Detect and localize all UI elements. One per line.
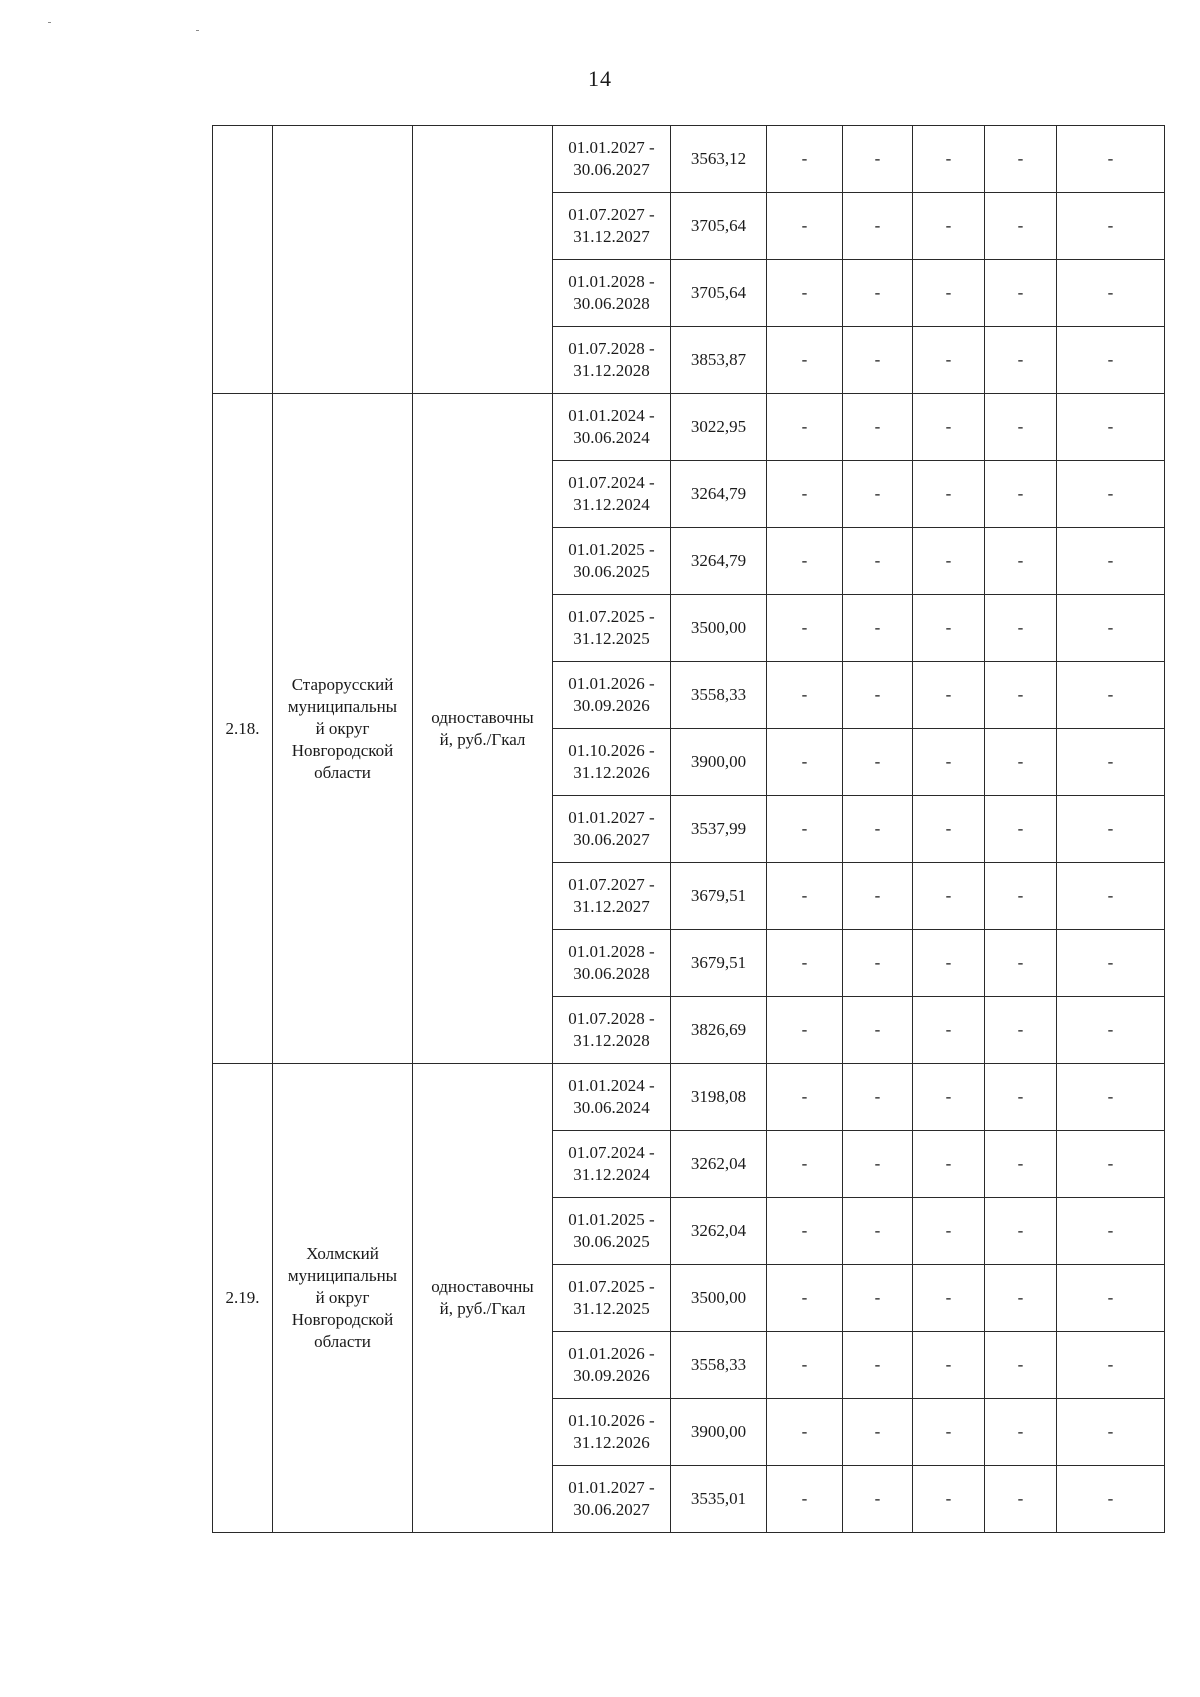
empty-value-cell: - (1057, 1131, 1165, 1198)
tariff-value-cell: 3558,33 (671, 1332, 767, 1399)
empty-value-cell: - (843, 126, 913, 193)
period-cell: 01.10.2026 - 31.12.2026 (553, 729, 671, 796)
period-cell: 01.07.2024 - 31.12.2024 (553, 461, 671, 528)
number-cell (213, 126, 273, 394)
empty-value-cell: - (1057, 796, 1165, 863)
municipality-name-cell: Холмский муниципальны й округ Новгородской области (273, 1064, 413, 1533)
period-cell: 01.01.2026 - 30.09.2026 (553, 1332, 671, 1399)
empty-value-cell: - (985, 1265, 1057, 1332)
scan-speck (196, 30, 199, 31)
empty-value-cell: - (985, 863, 1057, 930)
empty-value-cell: - (985, 327, 1057, 394)
period-cell: 01.01.2027 - 30.06.2027 (553, 1466, 671, 1533)
tariff-value-cell: 3535,01 (671, 1466, 767, 1533)
empty-value-cell: - (1057, 1399, 1165, 1466)
empty-value-cell: - (843, 1466, 913, 1533)
period-cell: 01.07.2028 - 31.12.2028 (553, 997, 671, 1064)
page-number: 14 (588, 66, 612, 91)
empty-value-cell: - (913, 863, 985, 930)
empty-value-cell: - (767, 997, 843, 1064)
empty-value-cell: - (767, 796, 843, 863)
empty-value-cell: - (913, 729, 985, 796)
empty-value-cell: - (767, 528, 843, 595)
tariff-value-cell: 3563,12 (671, 126, 767, 193)
tariff-value-cell: 3262,04 (671, 1198, 767, 1265)
empty-value-cell: - (913, 1399, 985, 1466)
empty-value-cell: - (843, 930, 913, 997)
empty-value-cell: - (843, 1064, 913, 1131)
empty-value-cell: - (913, 1265, 985, 1332)
empty-value-cell: - (985, 662, 1057, 729)
empty-value-cell: - (913, 126, 985, 193)
period-cell: 01.01.2025 - 30.06.2025 (553, 528, 671, 595)
empty-value-cell: - (767, 461, 843, 528)
empty-value-cell: - (985, 796, 1057, 863)
period-cell: 01.07.2027 - 31.12.2027 (553, 863, 671, 930)
empty-value-cell: - (1057, 394, 1165, 461)
empty-value-cell: - (913, 997, 985, 1064)
scan-speck (48, 22, 51, 23)
tariff-value-cell: 3679,51 (671, 930, 767, 997)
empty-value-cell: - (843, 595, 913, 662)
empty-value-cell: - (1057, 1332, 1165, 1399)
empty-value-cell: - (913, 528, 985, 595)
empty-value-cell: - (985, 1131, 1057, 1198)
tariff-type-cell (413, 126, 553, 394)
empty-value-cell: - (767, 1265, 843, 1332)
period-cell: 01.01.2028 - 30.06.2028 (553, 260, 671, 327)
municipality-name-cell: Старорусский муниципальны й округ Новгородской области (273, 394, 413, 1064)
tariff-value-cell: 3853,87 (671, 327, 767, 394)
empty-value-cell: - (843, 327, 913, 394)
empty-value-cell: - (843, 461, 913, 528)
empty-value-cell: - (1057, 461, 1165, 528)
empty-value-cell: - (843, 863, 913, 930)
empty-value-cell: - (767, 394, 843, 461)
period-cell: 01.01.2027 - 30.06.2027 (553, 126, 671, 193)
period-cell: 01.07.2027 - 31.12.2027 (553, 193, 671, 260)
empty-value-cell: - (843, 260, 913, 327)
tariff-table (212, 125, 1165, 1533)
empty-value-cell: - (913, 1131, 985, 1198)
name-cell (273, 126, 413, 394)
tariff-value-cell: 3264,79 (671, 528, 767, 595)
empty-value-cell: - (913, 1332, 985, 1399)
empty-value-cell: - (1057, 126, 1165, 193)
empty-value-cell: - (1057, 528, 1165, 595)
empty-value-cell: - (843, 1399, 913, 1466)
tariff-value-cell: 3537,99 (671, 796, 767, 863)
empty-value-cell: - (843, 193, 913, 260)
empty-value-cell: - (913, 260, 985, 327)
period-cell: 01.07.2028 - 31.12.2028 (553, 327, 671, 394)
empty-value-cell: - (985, 997, 1057, 1064)
empty-value-cell: - (1057, 729, 1165, 796)
tariff-value-cell: 3262,04 (671, 1131, 767, 1198)
tariff-value-cell: 3198,08 (671, 1064, 767, 1131)
empty-value-cell: - (1057, 193, 1165, 260)
empty-value-cell: - (1057, 1198, 1165, 1265)
row-number-cell: 2.19. (213, 1064, 273, 1533)
empty-value-cell: - (913, 461, 985, 528)
empty-value-cell: - (767, 260, 843, 327)
empty-value-cell: - (1057, 327, 1165, 394)
empty-value-cell: - (985, 260, 1057, 327)
empty-value-cell: - (985, 729, 1057, 796)
tariff-value-cell: 3705,64 (671, 193, 767, 260)
empty-value-cell: - (985, 193, 1057, 260)
tariff-value-cell: 3679,51 (671, 863, 767, 930)
empty-value-cell: - (913, 1466, 985, 1533)
empty-value-cell: - (985, 930, 1057, 997)
period-cell: 01.01.2025 - 30.06.2025 (553, 1198, 671, 1265)
period-cell: 01.07.2024 - 31.12.2024 (553, 1131, 671, 1198)
empty-value-cell: - (767, 1399, 843, 1466)
empty-value-cell: - (1057, 1064, 1165, 1131)
table-row (213, 394, 1165, 461)
tariff-value-cell: 3500,00 (671, 595, 767, 662)
tariff-value-cell: 3500,00 (671, 1265, 767, 1332)
empty-value-cell: - (913, 394, 985, 461)
empty-value-cell: - (843, 1198, 913, 1265)
empty-value-cell: - (767, 863, 843, 930)
empty-value-cell: - (767, 729, 843, 796)
tariff-value-cell: 3705,64 (671, 260, 767, 327)
empty-value-cell: - (1057, 997, 1165, 1064)
period-cell: 01.01.2028 - 30.06.2028 (553, 930, 671, 997)
tariff-type-cell: одноставочны й, руб./Гкал (413, 394, 553, 1064)
empty-value-cell: - (767, 1466, 843, 1533)
empty-value-cell: - (767, 1131, 843, 1198)
empty-value-cell: - (985, 126, 1057, 193)
empty-value-cell: - (1057, 662, 1165, 729)
period-cell: 01.10.2026 - 31.12.2026 (553, 1399, 671, 1466)
empty-value-cell: - (985, 1064, 1057, 1131)
empty-value-cell: - (843, 1131, 913, 1198)
period-cell: 01.01.2026 - 30.09.2026 (553, 662, 671, 729)
period-cell: 01.01.2024 - 30.06.2024 (553, 1064, 671, 1131)
empty-value-cell: - (767, 126, 843, 193)
tariff-value-cell: 3900,00 (671, 1399, 767, 1466)
empty-value-cell: - (843, 1265, 913, 1332)
empty-value-cell: - (767, 1198, 843, 1265)
empty-value-cell: - (843, 729, 913, 796)
empty-value-cell: - (985, 394, 1057, 461)
tariff-value-cell: 3264,79 (671, 461, 767, 528)
empty-value-cell: - (985, 1399, 1057, 1466)
empty-value-cell: - (1057, 863, 1165, 930)
empty-value-cell: - (1057, 260, 1165, 327)
empty-value-cell: - (985, 1466, 1057, 1533)
tariff-value-cell: 3022,95 (671, 394, 767, 461)
empty-value-cell: - (985, 1332, 1057, 1399)
empty-value-cell: - (767, 1332, 843, 1399)
empty-value-cell: - (913, 930, 985, 997)
empty-value-cell: - (1057, 1466, 1165, 1533)
period-cell: 01.07.2025 - 31.12.2025 (553, 595, 671, 662)
tariff-value-cell: 3900,00 (671, 729, 767, 796)
empty-value-cell: - (767, 930, 843, 997)
tariff-type-cell: одноставочны й, руб./Гкал (413, 1064, 553, 1533)
table-row (213, 1064, 1165, 1131)
period-cell: 01.07.2025 - 31.12.2025 (553, 1265, 671, 1332)
empty-value-cell: - (767, 327, 843, 394)
empty-value-cell: - (1057, 930, 1165, 997)
empty-value-cell: - (913, 327, 985, 394)
empty-value-cell: - (1057, 595, 1165, 662)
empty-value-cell: - (913, 193, 985, 260)
empty-value-cell: - (913, 595, 985, 662)
period-cell: 01.01.2027 - 30.06.2027 (553, 796, 671, 863)
empty-value-cell: - (843, 796, 913, 863)
empty-value-cell: - (913, 1198, 985, 1265)
empty-value-cell: - (843, 394, 913, 461)
empty-value-cell: - (843, 662, 913, 729)
empty-value-cell: - (843, 997, 913, 1064)
empty-value-cell: - (767, 1064, 843, 1131)
empty-value-cell: - (1057, 1265, 1165, 1332)
empty-value-cell: - (985, 1198, 1057, 1265)
empty-value-cell: - (985, 461, 1057, 528)
empty-value-cell: - (843, 1332, 913, 1399)
empty-value-cell: - (767, 595, 843, 662)
tariff-value-cell: 3558,33 (671, 662, 767, 729)
tariff-value-cell: 3826,69 (671, 997, 767, 1064)
period-cell: 01.01.2024 - 30.06.2024 (553, 394, 671, 461)
empty-value-cell: - (767, 193, 843, 260)
empty-value-cell: - (913, 662, 985, 729)
empty-value-cell: - (913, 1064, 985, 1131)
empty-value-cell: - (985, 595, 1057, 662)
empty-value-cell: - (767, 662, 843, 729)
row-number-cell: 2.18. (213, 394, 273, 1064)
empty-value-cell: - (843, 528, 913, 595)
empty-value-cell: - (985, 528, 1057, 595)
table-row (213, 126, 1165, 193)
empty-value-cell: - (913, 796, 985, 863)
